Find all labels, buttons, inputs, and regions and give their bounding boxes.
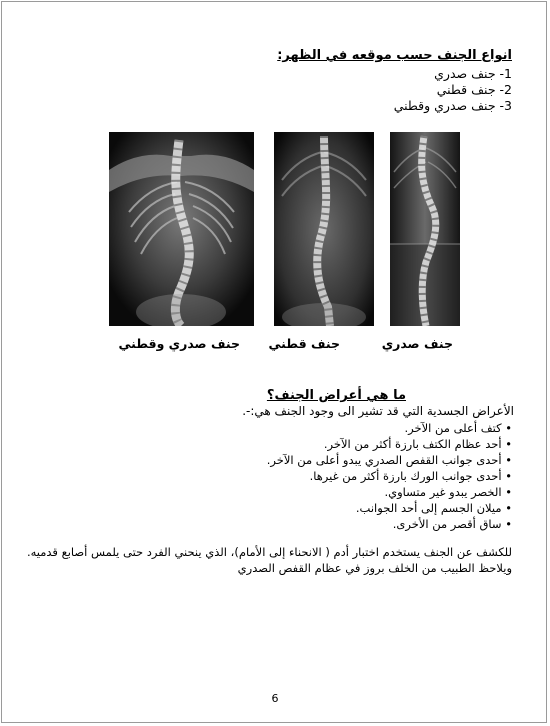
xray-image-thoracic [390, 132, 460, 326]
list-item: • كتف أعلى من الآخر. [267, 420, 512, 436]
diagnosis-line: ويلاحظ الطبيب من الخلف بروز في عظام القفص الصدري [237, 561, 512, 575]
symptoms-list [267, 420, 512, 532]
list-item: • أحدى جوانب القفص الصدري يبدو أعلى من الآخر. [267, 452, 512, 468]
diagnosis-paragraph [26, 544, 512, 576]
list-item: • ميلان الجسم إلى أحد الجوانب. [267, 500, 512, 516]
list-item: • أحد عظام الكتف بارزة أكثر من الآخر. [267, 436, 512, 452]
section-title-symptoms: ما هي أعراض الجنف؟ [266, 388, 406, 403]
page-number: 6 [271, 692, 279, 705]
section-title-types: انواع الجنف حسب موقعه في الظهر: [277, 48, 512, 63]
list-item: 3- جنف صدري وقطني [393, 98, 512, 113]
caption-thoracic: جنف صدري [381, 336, 453, 351]
list-item: • الخصر يبدو غير متساوي. [267, 484, 512, 500]
list-item: • ساق أقصر من الأخرى. [267, 516, 512, 532]
xray-image-lumbar [274, 132, 374, 326]
diagnosis-line: للكشف عن الجنف يستخدم اختبار أدم ( الانحناء إلى الأمام)، الذي ينحني الفرد حتى يلمس أصابع قدميه. [26, 545, 512, 559]
list-item: 1- جنف صدري [434, 66, 512, 81]
xray-image-thoracolumbar [109, 132, 254, 326]
list-item: 2- جنف قطني [436, 82, 512, 97]
symptoms-intro: الأعراض الجسدية التي قد تشير الى وجود الجنف هي:-. [242, 404, 514, 418]
caption-thoracolumbar: جنف صدري وقطني [118, 336, 240, 351]
document-page [1, 1, 547, 723]
caption-lumbar: جنف قطني [268, 336, 340, 351]
scoliosis-types-list [394, 66, 512, 114]
list-item: • أحدى جوانب الورك بارزة أكثر من غيرها. [267, 468, 512, 484]
